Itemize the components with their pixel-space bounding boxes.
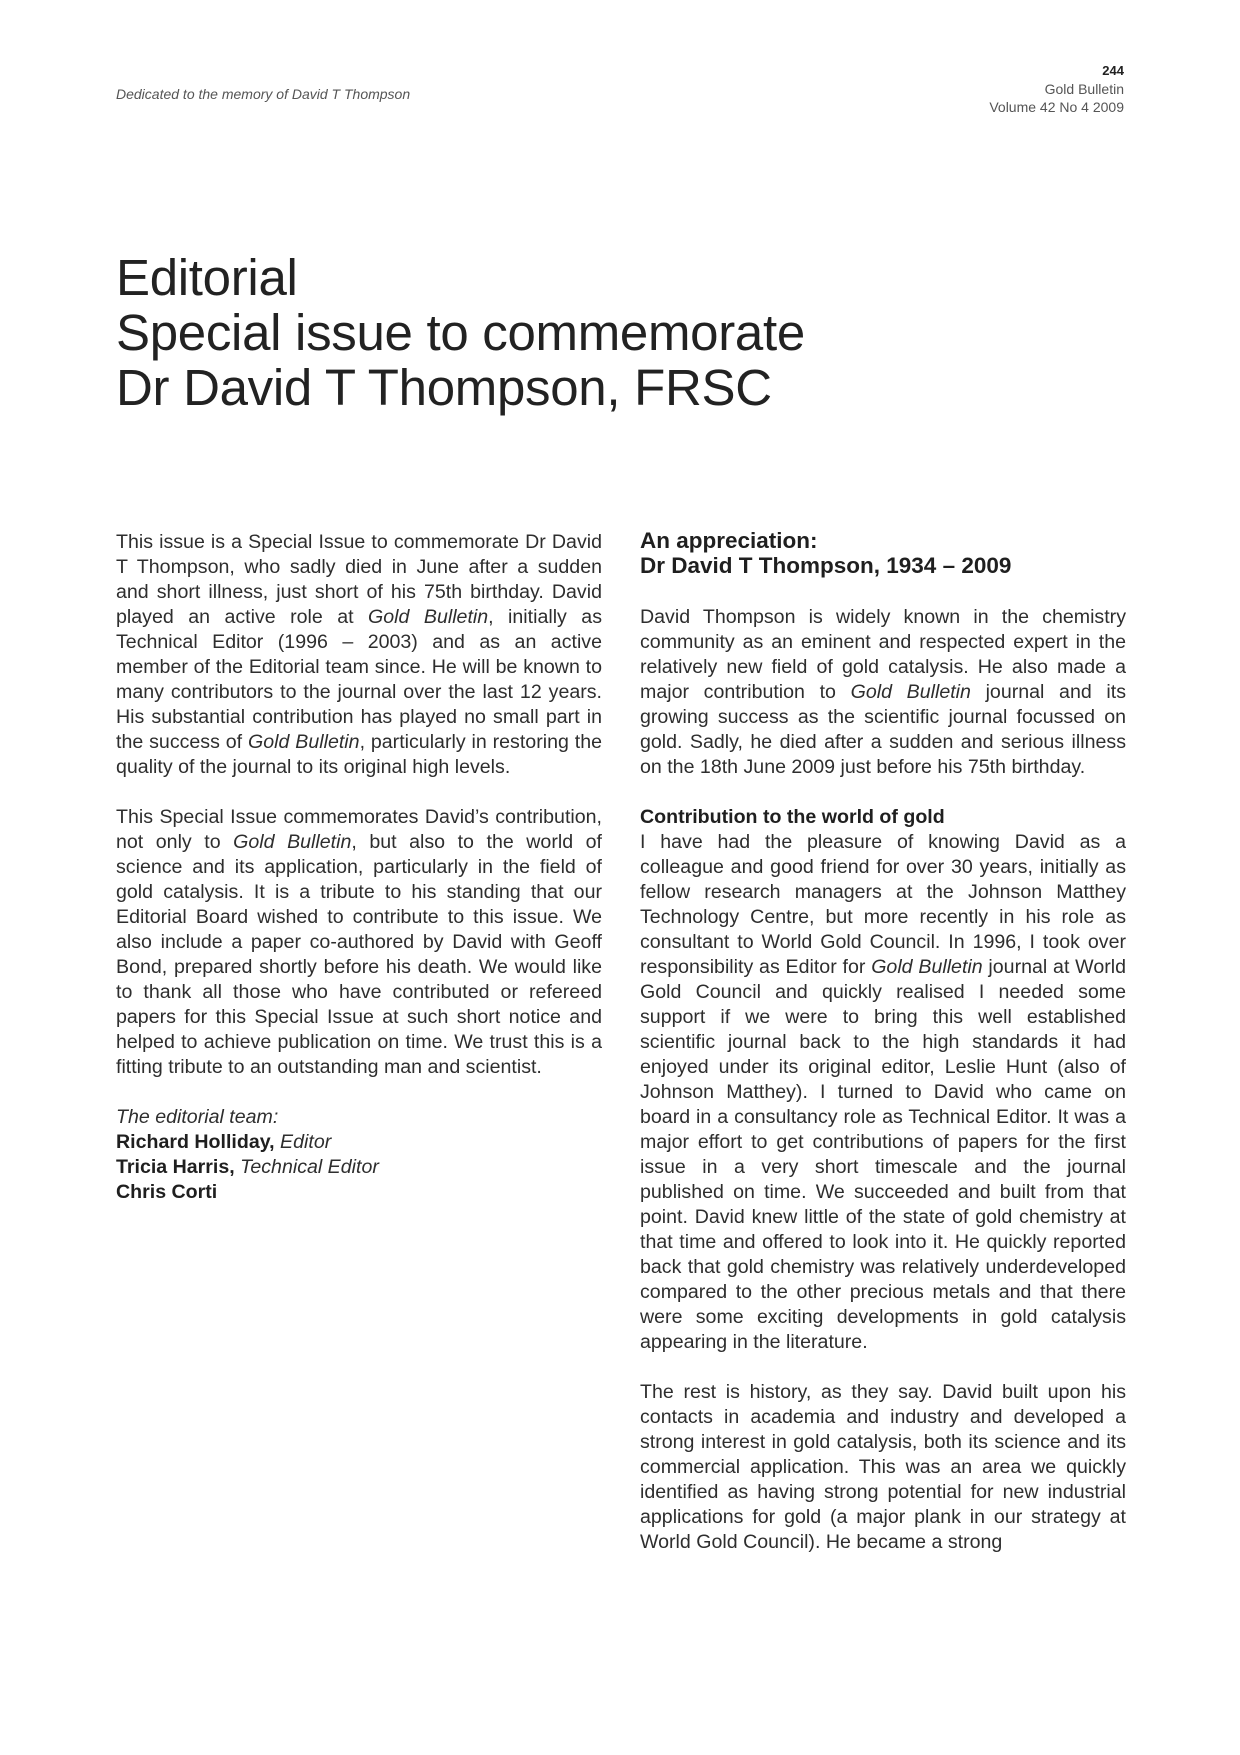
- left-paragraph-2: This Special Issue commemorates David’s contribution, not only to Gold Bulletin, but also to the world of science and its application, particularly in the field of gold catalysis. It is a tribute to his standing that our Editorial Board wished to contribute to this issue. We also include a paper co-authored by David with Geoff Bond, prepared shortly before his death. We would like to thank all those who have contributed or refereed papers for this Special Issue at such short notice and helped to achieve publication on time. We trust this is a fitting tribute to an outstanding man and scientist.: [116, 806, 602, 1078]
- team-member: Tricia Harris, Technical Editor: [116, 1156, 379, 1178]
- right-column: [640, 530, 1126, 1555]
- dedication: Dedicated to the memory of David T Thompson: [116, 86, 411, 102]
- team-intro: The editorial team:: [116, 1106, 279, 1128]
- page-number: 244: [1102, 63, 1124, 78]
- volume-info: Volume 42 No 4 2009: [989, 99, 1124, 115]
- left-paragraph-1: This issue is a Special Issue to commemorate Dr David T Thompson, who sadly died in June after a sudden and short illness, just short of his 75th birthday. David played an active role at Gold Bulletin, initially as Technical Editor (1996 – 2003) and as an active member of the Editorial team since. He will be known to many contributors to the journal over the last 12 years. His substantial contribution has played no small part in the success of Gold Bulletin, particularly in restoring the quality of the journal to its original high levels.: [116, 531, 602, 778]
- article-title: [116, 250, 805, 415]
- journal-info: [989, 62, 1124, 116]
- right-paragraph-3: The rest is history, as they say. David built upon his contacts in academia and industry and developed a strong interest in gold catalysis, both its science and its commercial application. This was an area we quickly identified as having strong potential for new industrial applications for gold (a major plank in our strategy at World Gold Council). He became a strong: [640, 1381, 1126, 1553]
- title-line-1: Editorial: [116, 249, 298, 306]
- team-member: Chris Corti: [116, 1181, 218, 1203]
- title-line-2: Special issue to commemorate: [116, 304, 805, 361]
- appreciation-heading: An appreciation: Dr David T Thompson, 1934 – 2009: [640, 528, 1012, 578]
- title-line-3: Dr David T Thompson, FRSC: [116, 359, 772, 416]
- editorial-team: [116, 1105, 602, 1205]
- journal-name: Gold Bulletin: [1044, 81, 1124, 97]
- left-column: [116, 530, 602, 1205]
- right-paragraph-2: I have had the pleasure of knowing David as a colleague and good friend for over 30 years, initially as fellow research managers at the Johnson Matthey Technology Centre, but more recently in his role as consultant to World Gold Council. In 1996, I took over responsibility as Editor for Gold Bulletin journal at World Gold Council and quickly realised I needed some support if we were to bring this well established scientific journal back to the high standards it had enjoyed under its original editor, Leslie Hunt (also of Johnson Matthey). I turned to David who came on board in a consultancy role as Technical Editor. It was a major effort to get contributions of papers for the first issue in a very short timescale and the journal published on time. We succeeded and built from that point. David knew little of the state of gold chemistry at that time and offered to look into it. He quickly reported back that gold chemistry was relatively underdeveloped compared to the other precious metals and that there were some exciting developments in gold catalysis appearing in the literature.: [640, 831, 1126, 1353]
- section-subheading: Contribution to the world of gold: [640, 806, 945, 828]
- team-member: Richard Holliday, Editor: [116, 1131, 332, 1153]
- right-paragraph-1: David Thompson is widely known in the chemistry community as an eminent and respected expert in the relatively new field of gold catalysis. He also made a major contribution to Gold Bulletin journal and its growing success as the scientific journal focussed on gold. Sadly, he died after a sudden and serious illness on the 18th June 2009 just before his 75th birthday.: [640, 606, 1126, 778]
